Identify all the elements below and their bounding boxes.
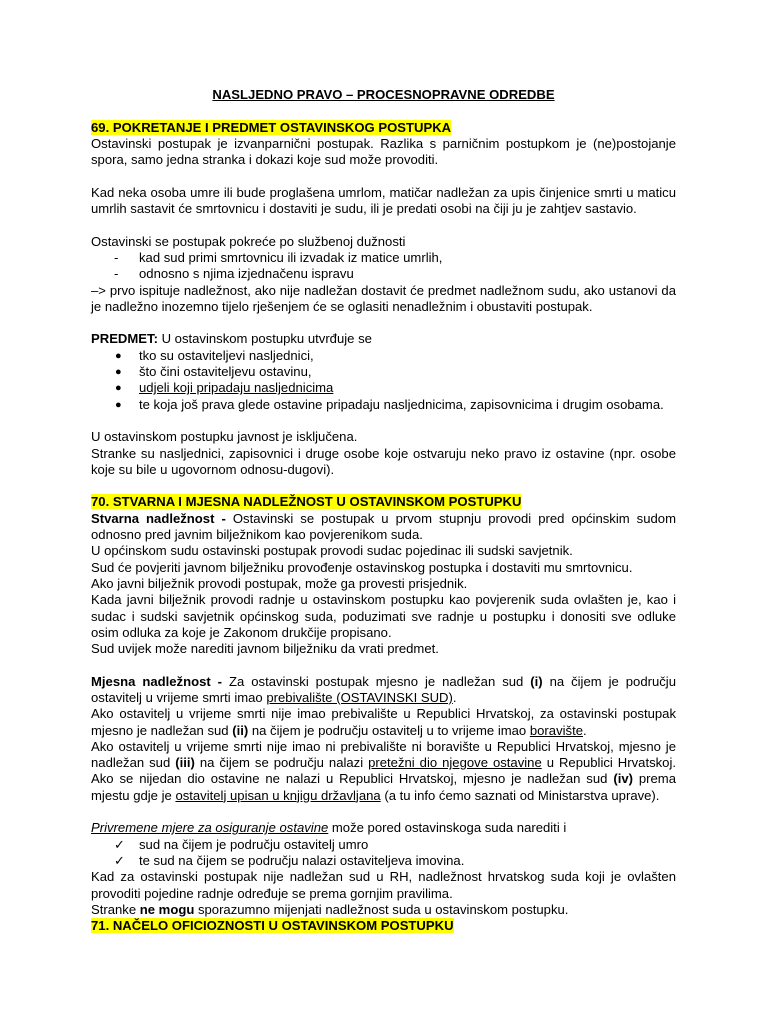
check-list (91, 837, 676, 870)
stvarna-label: Stvarna nadležnost - (91, 510, 226, 526)
paragraph: Ostavinski se postupak pokreće po službenoj dužnosti (91, 233, 406, 249)
paragraph: Stranke ne mogu sporazumno mijenjati nadležnost suda u ostavinskom postupku. (91, 901, 569, 917)
list-item: ● te koja još prava glede ostavine pripadaju nasljednicima, zapisovnicima i drugim osobama. (115, 396, 664, 412)
paragraph: –> prvo ispituje nadležnost, ako nije nadležan dostavit će predmet nadležnom sudu, ako ustanovi da je nadležno inozemno tijelo rješenjem će se oglasiti nenadležnim i obustaviti postupak. (91, 282, 676, 314)
predmet-label: PREDMET: (91, 331, 158, 347)
paragraph: Kada javni bilježnik provodi radnje u ostavinskom postupku kao povjerenik suda ovlašten je, kao i sudac i sudski savjetnik općinskog suda, poduzimati sve radnje u postupku i donositi sve odluke osim odluka za koje je Zakonom drukčije propisano. (91, 592, 676, 640)
section-70-heading: 70. STVARNA I MJESNA NADLEŽNOST U OSTAVINSKOM POSTUPKU (91, 494, 522, 510)
paragraph: Kad za ostavinski postupak nije nadležan sud u RH, nadležnost hrvatskog suda koji je ovlašten provoditi pojedine radnje određuje se prema gornjim pravilima. (91, 869, 676, 901)
paragraph: Ako ostavitelj u vrijeme smrti nije imao ni prebivalište ni boravište u Republici Hrvatskoj, mjesno je nadležan sud (iii) na čijem se području nalazi pretežni dio njegove ostavine u Republici Hrvatskoj. Ako se nijedan dio ostavine ne nalazi u Republici Hrvatskoj, mjesno je nadležan sud (iv) prema mjestu gdje je ostavitelj upisan u knjigu državljana (a tu info ćemo saznati od Ministarstva uprave). (91, 738, 677, 803)
list-item: ● tko su ostaviteljevi nasljednici, (115, 347, 314, 363)
paragraph: Ako ostavitelj u vrijeme smrti nije imao prebivalište u Republici Hrvatskoj, za ostavinski postupak mjesno je nadležan sud (ii) na čijem je području ostavitelj u to vrijeme imao boravište. (91, 706, 676, 738)
list-item: ✓ te sud na čijem se području nalazi ostaviteljeva imovina. (114, 852, 465, 868)
list-item: ✓ sud na čijem je području ostavitelj umro (114, 836, 369, 852)
paragraph: Sud uvijek može narediti javnom bilježniku da vrati predmet. (91, 641, 439, 657)
predmet-paragraph: PREDMET: U ostavinskom postupku utvrđuje se (91, 331, 372, 347)
checkmark-icon: ✓ (114, 836, 125, 852)
bullet-list (91, 348, 676, 413)
paragraph: Privremene mjere za osiguranje ostavine može pored ostavinskoga suda narediti i (91, 820, 567, 836)
list-item: - kad sud primi smrtovnicu ili izvadak iz matice umrlih, (114, 249, 443, 265)
paragraph: U ostavinskom postupku javnost je isključena. (91, 429, 358, 445)
paragraph: Ako javni bilježnik provodi postupak, može ga provesti prisjednik. (91, 575, 468, 591)
paragraph: Sud će povjeriti javnom bilježniku provođenje ostavinskog postupka i dostaviti mu smrtovnicu. (91, 559, 633, 575)
list-item: ● udjeli koji pripadaju nasljednicima (115, 380, 334, 396)
mjesna-label: Mjesna nadležnost - (91, 673, 223, 689)
section-69-heading: 69. POKRETANJE I PREDMET OSTAVINSKOG POSTUPKA (91, 119, 452, 135)
section-71-heading: 71. NAČELO OFICIOZNOSTI U OSTAVINSKOM POSTUPKU (91, 918, 454, 934)
dash-list (91, 250, 676, 283)
paragraph: U općinskom sudu ostavinski postupak provodi sudac pojedinac ili sudski savjetnik. (91, 543, 573, 559)
checkmark-icon: ✓ (114, 852, 125, 868)
paragraph: Mjesna nadležnost - Za ostavinski postupak mjesno je nadležan sud (i) na čijem je području ostavitelj u vrijeme smrti imao prebivalište (OSTAVINSKI SUD). (91, 673, 676, 705)
paragraph: Ostavinski postupak je izvanparnični postupak. Razlika s parničnim postupkom je (ne)postojanje spora, samo jedna stranka i dokazi koje sud može provoditi. (91, 135, 676, 168)
paragraph: Stvarna nadležnost - Ostavinski se postupak u prvom stupnju provodi pred općinskim sudom odnosno pred javnim bilježnikom kao povjerenikom suda. (91, 510, 676, 543)
document-title: NASLJEDNO PRAVO – PROCESNOPRAVNE ODREDBE (212, 87, 555, 102)
paragraph: Stranke su nasljednici, zapisovnici i druge osobe koje ostvaruju neko pravo iz ostavine (npr. osobe koje su bile u ugovornom odnosu-dugovi). (91, 445, 676, 477)
list-item: - odnosno s njima izjednačenu ispravu (114, 266, 354, 282)
paragraph: Kad neka osoba umre ili bude proglašena umrlom, matičar nadležan za upis činjenice smrti u maticu umrlih sastavit će smrtovnicu i dostaviti je sudu, ili je predati osobi na čiji ju je zahtjev sastavio. (91, 184, 676, 217)
list-item: ● što čini ostaviteljevu ostavinu, (115, 364, 312, 380)
document-body (91, 87, 676, 934)
